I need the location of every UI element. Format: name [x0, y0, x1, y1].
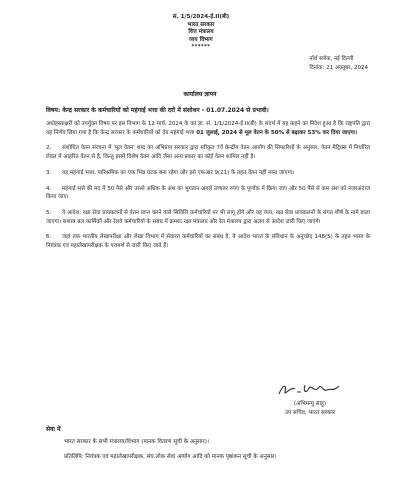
paragraph-emphasis: 01 जुलाई, 2024 से मूल वेतन के 50% से बढ़ाकर 53% कर दिया जाएगा। [196, 129, 358, 136]
letterhead [32, 14, 370, 52]
paragraph-text: महंगाई भत्ते की मद में 50 पैसे और उससे अधिक के अंश का भुगतान अगले उच्चतर रुपए के पूर्णांक में किया जाए और 50 पैसे से कम अंश को नजरअंदाज किया जाए। [46, 185, 370, 201]
paragraph-6 [46, 233, 370, 250]
memo-body [46, 120, 370, 258]
reference-number: सं. 1/5/2024-ई.II(बी) [172, 14, 230, 20]
header-stars: ****** [191, 44, 211, 51]
addressee-heading: सेवा में [46, 426, 61, 433]
paragraph-1 [46, 120, 370, 137]
memo-title: कार्यालय ज्ञापन [183, 91, 217, 98]
memo-subject: विषय: केन्द्र सरकार के कर्मचारियों को महंगाई भत्ता की दरों में संशोधन - 01.07.2024 से प्रभावी। [46, 107, 269, 114]
paragraph-4 [46, 185, 370, 202]
place-and-date [309, 55, 368, 72]
paragraph-3 [46, 169, 370, 178]
government-name: भारत सरकार [187, 21, 215, 28]
ministry-name: वित्त मंत्रालय [188, 29, 214, 36]
office-address: नॉर्थ ब्लॉक, नई दिल्ली [309, 56, 354, 62]
department-name: व्यय विभाग [189, 36, 213, 43]
handwritten-signature [275, 380, 345, 398]
paragraph-number: 2. [46, 145, 52, 152]
memo-date: दिनांक: 21 अक्तूबर, 2024 [309, 64, 368, 71]
paragraph-text: अधोहस्ताक्षरी को उपर्युक्त विषय पर इस विभाग के 12 मार्च, 2024 के का.ज्ञा. सं. 1/1/2024-ई.II(बी) के संदर्भ में यह कहने का निदेश हुआ है कि राष्ट्रपति द्वारा यह निर्णय लिया गया है कि केन्द्र सरकार के कर्मचारियों को देय महंगाई भत्ता [46, 121, 370, 136]
paragraph-number: 6. [46, 234, 52, 241]
distribution-list [64, 438, 370, 467]
paragraph-text: संशोधित वेतन संरचना में 'मूल वेतन' शब्द का अभिप्राय सरकार द्वारा स्वीकृत 7वें केन्द्रीय वेतन आयोग की सिफारिशों के अनुसार, वेतन मैट्रिक्स में निर्धारित लेवल में आहरित वेतन से है, किन्तु इसमें विशेष वेतन आदि जैसा अन्य प्रकार का कोई वेतन शामिल नहीं है। [46, 145, 370, 161]
signature-block [255, 380, 365, 417]
paragraph-number: 3. [46, 169, 52, 176]
paragraph-5 [46, 209, 370, 226]
paragraph-text: यह महंगाई भत्ता, पारिश्रमिक का एक भिन्न घटक बना रहेगा और इसे एफआर 9(21) के तहत वेतन नहीं माना जाएगा। [62, 169, 295, 176]
signatory-name: (अभिमन्यु साहू) [293, 401, 327, 407]
paragraph-2 [46, 144, 370, 161]
distribution-item: प्रतिलिपि: नियंत्रक एवं महालेखापरीक्षक, संघ लोक सेवा आयोग आदि को मानक पृष्ठांकन सूची के अनुसार। [64, 453, 277, 460]
paragraph-number: 5. [46, 209, 52, 216]
paragraph-text: जहां तक भारतीय लेखापरीक्षा और लेखा विभाग में सेवारत कर्मचारियों का संबंध है, ये आदेश भारत के संविधान के अनुच्छेद 148(5) के तहत भारत के नियंत्रक एवं महालेखापरीक्षक के परामर्श से जारी किए जाते हैं। [46, 234, 370, 250]
distribution-item: भारत सरकार के सभी मंत्रालय/विभाग (मानक वितरण सूची के अनुसार)। [64, 439, 210, 445]
paragraph-number: 4. [46, 185, 52, 192]
signatory-designation: उप सचिव, भारत सरकार [284, 409, 336, 416]
paragraph-text: ये आदेश, रक्षा सेवा प्राक्कलनों से वेतन प्राप्त करने वाले सिविलि कर्मचारियों पर भी लागू होंगे और यह व्यय, रक्षा सेवा प्राक्कलनों के संगत शीर्ष के नामे डाला जाएगा। सशस्त्र बल कार्मिकों और रेलवे कर्मचारियों के संबंध में क्रमशः रक्षा मंत्रालय और रेल मंत्रालय द्वारा अलग से आदेश जारी किए जाएंगे। [46, 209, 370, 225]
